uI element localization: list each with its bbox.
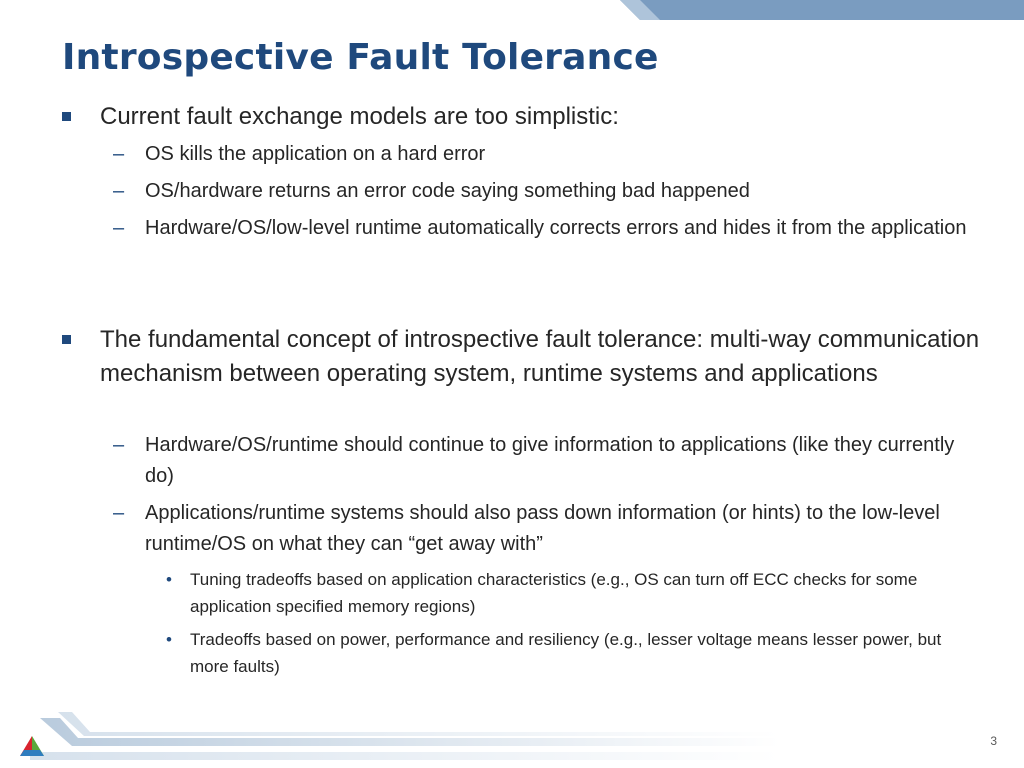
bullet-2-sub-2: Applications/runtime systems should also pass down information (or hints) to the low-level runtime/OS on what they can “get away with” [145, 502, 940, 555]
bullet-2-sub-2-item-2: Tradeoffs based on power, performance and resiliency (e.g., lesser voltage means lesser power, but more faults) [190, 630, 942, 676]
bullet-2-sub-2-item-1: Tuning tradeoffs based on application characteristics (e.g., OS can turn off ECC checks for some application specified memory regions) [190, 570, 918, 616]
bullet-2-text: The fundamental concept of introspective fault tolerance: multi-way communication mechanism between operating system, runtime systems and applications [100, 326, 980, 387]
dash-marker: – [113, 143, 125, 165]
organization-logo-icon [20, 736, 44, 758]
dot-marker: • [166, 570, 172, 589]
page-number: 3 [990, 734, 997, 748]
slide-title: Introspective Fault Tolerance [62, 37, 659, 78]
bullet-1-sub-3: Hardware/OS/low-level runtime automatically corrects errors and hides it from the application [145, 217, 967, 239]
bullet-1-sub-2: OS/hardware returns an error code saying something bad happened [145, 180, 750, 202]
dash-marker: – [113, 180, 125, 202]
bullet-square [62, 335, 71, 344]
header-band [0, 0, 1024, 20]
footer-band [0, 708, 780, 768]
bullet-2-sub-1: Hardware/OS/runtime should continue to give information to applications (like they currently do) [145, 434, 955, 487]
bullet-1-sub-1: OS kills the application on a hard error [145, 143, 486, 165]
dash-marker: – [113, 502, 125, 524]
bullet-1-text: Current fault exchange models are too simplistic: [100, 103, 619, 130]
bullet-square [62, 112, 71, 121]
dash-marker: – [113, 434, 125, 456]
dash-marker: – [113, 217, 125, 239]
dot-marker: • [166, 630, 172, 649]
